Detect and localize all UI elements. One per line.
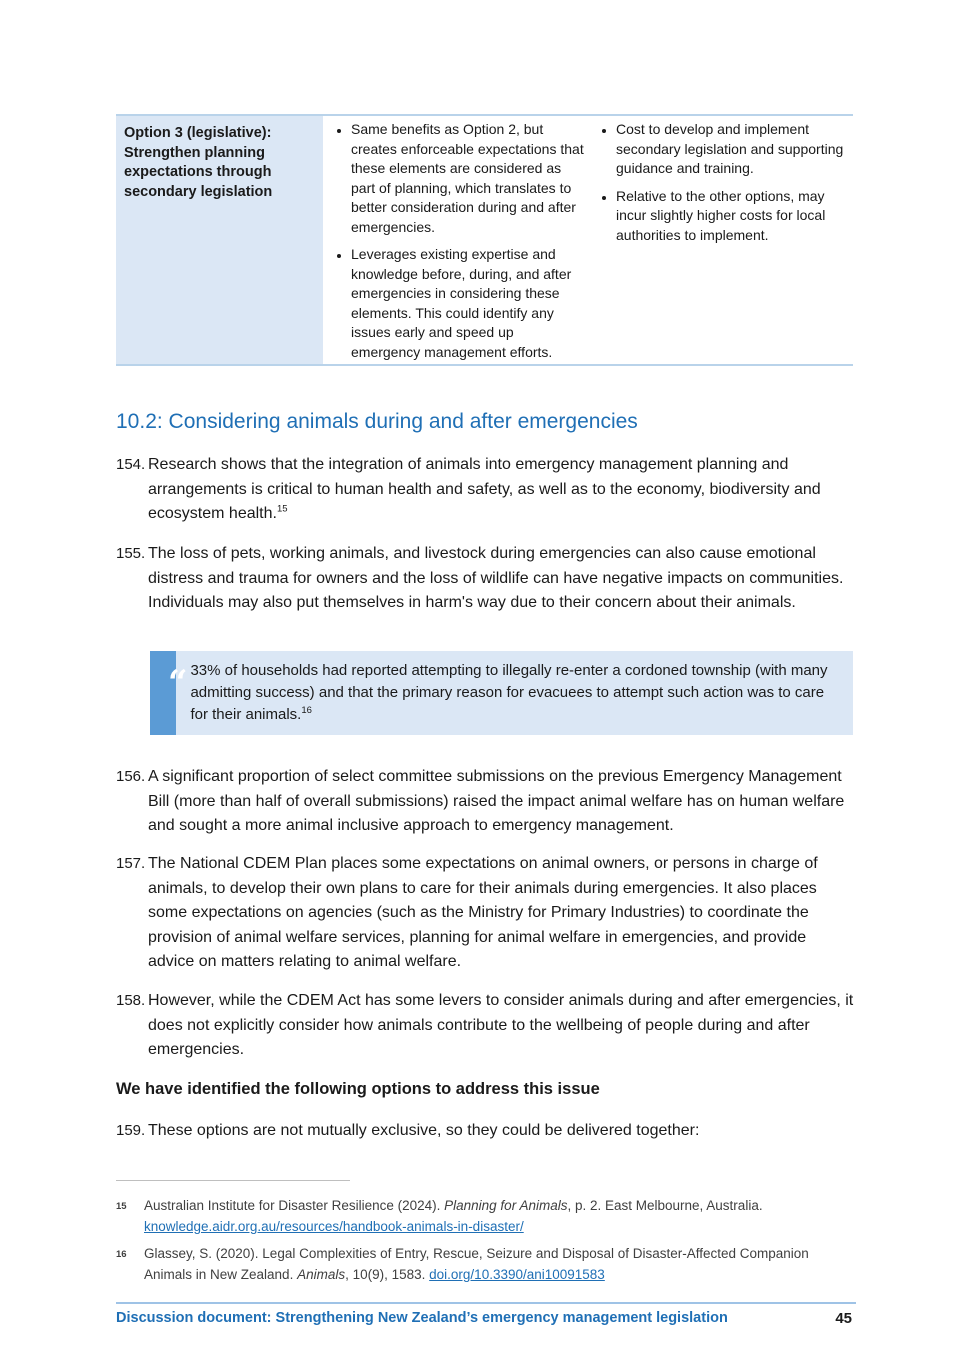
cost-item: • Relative to the other options, may incur slightly higher costs for local authorities to implement. <box>616 187 849 246</box>
cost-item: • Cost to develop and implement secondary legislation and supporting guidance and training. <box>616 120 849 179</box>
pull-quote <box>150 651 853 735</box>
footer-title: Discussion document: Strengthening New Zealand’s emergency management legislation <box>116 1310 728 1326</box>
quote-text: 33% of households had reported attempting to illegally re-enter a cordoned township (with many admitting success) and that the primary reason for evacuees to attempt such action was to care for their animals. <box>190 662 828 723</box>
footnote-text: , p. 2. East Melbourne, Australia. <box>567 1198 763 1213</box>
benefit-item: • Leverages existing expertise and knowledge before, during, and after emergencies in considering these elements. This could identify any issues early and speed up emergency management efforts. <box>351 245 584 362</box>
paragraph-155 <box>116 542 856 616</box>
paragraph-number: 156. <box>116 768 146 785</box>
option-label: Option 3 (legislative): Strengthen planning expectations through secondary legislation <box>116 116 323 364</box>
paragraph-number: 157. <box>116 855 146 872</box>
footnote-number: 15 <box>116 1201 127 1212</box>
paragraph-154 <box>116 453 856 527</box>
paragraph-159 <box>116 1119 856 1144</box>
footnote-divider <box>116 1180 350 1181</box>
footnote-link[interactable]: knowledge.aidr.org.au/resources/handbook-animals-in-disaster/ <box>144 1219 524 1234</box>
costs-column <box>588 116 853 364</box>
footnote-text: , 10(9), 1583. <box>345 1267 430 1282</box>
page-footer <box>116 1302 856 1327</box>
footnote-text: Glassey, S. (2020). Legal Complexities of Entry, Rescue, Seizure and Disposal of Disaster-Affected Companion Animals in New Zealand. <box>144 1246 809 1282</box>
paragraph-number: 158. <box>116 992 146 1009</box>
footnote-ref[interactable]: 15 <box>276 503 288 515</box>
paragraph-text: The loss of pets, working animals, and livestock during emergencies can also cause emotional distress and trauma for owners and the loss of wildlife can have negative impacts on communities. Individuals may also put themselves in harm's way due to their concern about their animals. <box>148 545 844 611</box>
footnote-link[interactable]: doi.org/10.3390/ani10091583 <box>429 1267 605 1282</box>
paragraph-158 <box>116 989 856 1063</box>
footnote-text: Australian Institute for Disaster Resilience (2024). <box>144 1198 445 1213</box>
quote-mark-icon: “ <box>168 663 188 703</box>
quote-bar <box>150 651 188 735</box>
options-subheading: We have identified the following options to address this issue <box>116 1080 600 1098</box>
paragraph-text: Research shows that the integration of animals into emergency management planning and arrangements is critical to human health and safety, as well as to the economy, biodiversity and ecosystem health. <box>148 456 821 522</box>
paragraph-text: These options are not mutually exclusive, so they could be delivered together: <box>148 1122 700 1139</box>
footnote-number: 16 <box>116 1249 127 1260</box>
page-number: 45 <box>835 1310 852 1327</box>
benefits-column <box>323 116 588 364</box>
paragraph-number: 154. <box>116 456 146 473</box>
paragraph-text: A significant proportion of select committee submissions on the previous Emergency Management Bill (more than half of overall submissions) raised the impact animal welfare has on human welfare and sought a more animal inclusive approach to emergency management. <box>148 768 845 834</box>
footnote-15 <box>116 1195 856 1237</box>
paragraph-text: The National CDEM Plan places some expectations on animal owners, or persons in charge of animals, to develop their own plans to care for their animals during emergencies. It also places some expectations on agencies (such as the Ministry for Primary Industries) to coordinate the provision of animal welfare services, planning for animal welfare in emergencies, and provide advice on matters relating to animal welfare. <box>148 855 818 970</box>
paragraph-number: 159. <box>116 1122 146 1139</box>
paragraph-157 <box>116 852 856 975</box>
section-heading: 10.2: Considering animals during and after emergencies <box>116 410 638 433</box>
benefits-list <box>331 120 584 362</box>
footnote-16 <box>116 1243 856 1285</box>
paragraph-number: 155. <box>116 545 146 562</box>
benefit-item: • Same benefits as Option 2, but creates enforceable expectations that these elements are considered as part of planning, which translates to better consideration during and after emergencies. <box>351 120 584 237</box>
footnote-title: Planning for Animals <box>444 1198 568 1213</box>
costs-list <box>596 120 849 245</box>
footnote-ref[interactable]: 16 <box>301 705 312 716</box>
paragraph-156 <box>116 765 856 839</box>
paragraph-text: However, while the CDEM Act has some levers to consider animals during and after emergencies, it does not explicitly consider how animals contribute to the wellbeing of people during and after emergencies. <box>148 992 854 1058</box>
footnote-title: Animals <box>297 1267 346 1282</box>
options-table <box>116 114 853 366</box>
